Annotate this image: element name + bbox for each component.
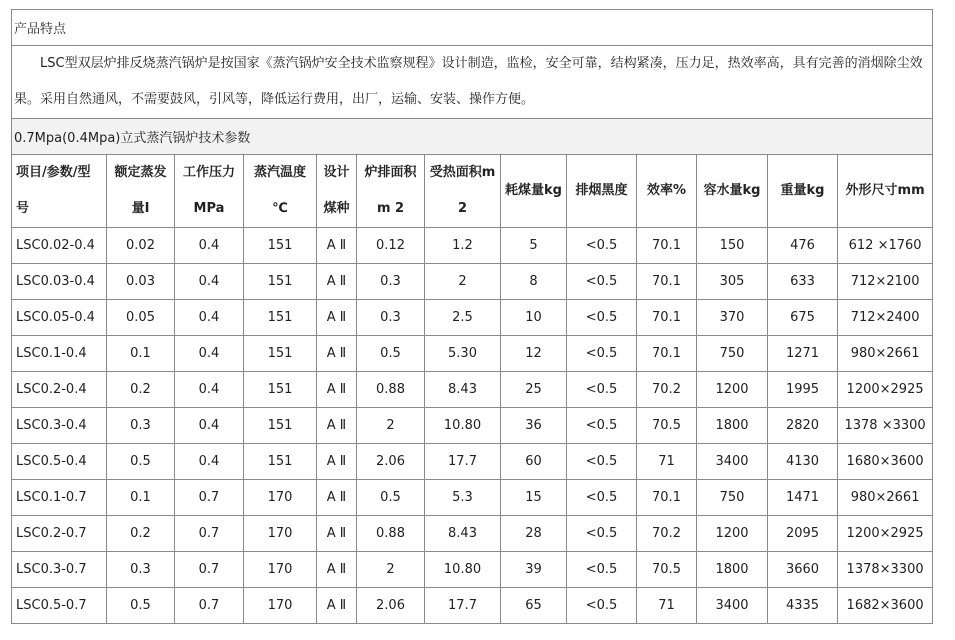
table-cell: 36	[501, 408, 567, 444]
table-cell: 1995	[768, 372, 838, 408]
table-cell: 2	[357, 552, 425, 588]
column-header-line: ℃	[272, 201, 288, 216]
table-cell: 476	[768, 228, 838, 264]
column-header	[12, 155, 107, 228]
table-cell: 151	[244, 264, 317, 300]
table-cell: 10.80	[425, 552, 501, 588]
table-cell: A Ⅱ	[317, 408, 357, 444]
table-cell: 1378 ×3300	[838, 408, 933, 444]
table-cell: 0.4	[175, 300, 244, 336]
table-cell: 10.80	[425, 408, 501, 444]
table-cell: 151	[244, 228, 317, 264]
table-cell: 2.5	[425, 300, 501, 336]
table-cell: 1271	[768, 336, 838, 372]
table-cell: 1200	[697, 516, 768, 552]
table-row	[12, 444, 933, 480]
table-cell: 70.1	[637, 300, 697, 336]
table-cell: A Ⅱ	[317, 552, 357, 588]
column-header	[637, 155, 697, 228]
table-cell: 0.3	[107, 408, 175, 444]
table-cell: 633	[768, 264, 838, 300]
column-header	[768, 155, 838, 228]
table-cell: 25	[501, 372, 567, 408]
column-header	[357, 155, 425, 228]
table-cell: A Ⅱ	[317, 516, 357, 552]
column-header-line: 额定蒸发	[114, 165, 167, 180]
table-row	[12, 264, 933, 300]
table-cell: 980×2661	[838, 336, 933, 372]
table-cell: 1682×3600	[838, 588, 933, 624]
table-row	[12, 372, 933, 408]
table-cell: A Ⅱ	[317, 480, 357, 516]
table-cell: 675	[768, 300, 838, 336]
table-cell: 170	[244, 516, 317, 552]
table-cell: 0.3	[107, 552, 175, 588]
table-cell: 170	[244, 588, 317, 624]
column-header-line: 外形尺寸mm	[845, 183, 925, 198]
table-cell: 2820	[768, 408, 838, 444]
table-cell: 3400	[697, 588, 768, 624]
table-cell: 60	[501, 444, 567, 480]
table-cell: 70.1	[637, 480, 697, 516]
table-cell: <0.5	[567, 444, 637, 480]
table-cell: 1680×3600	[838, 444, 933, 480]
column-header-line: m 2	[376, 201, 405, 216]
column-header-line: 设计	[323, 165, 350, 180]
column-header-line: 炉排面积	[364, 165, 417, 180]
table-cell: 151	[244, 300, 317, 336]
table-cell: A Ⅱ	[317, 228, 357, 264]
table-cell: 0.7	[175, 480, 244, 516]
table-cell: <0.5	[567, 336, 637, 372]
column-header	[244, 155, 317, 228]
table-row	[12, 516, 933, 552]
model-cell: LSC0.5-0.7	[12, 588, 107, 624]
column-header	[501, 155, 567, 228]
table-cell: A Ⅱ	[317, 588, 357, 624]
table-cell: 4130	[768, 444, 838, 480]
table-cell: 0.4	[175, 444, 244, 480]
table-cell: 0.4	[175, 408, 244, 444]
document	[11, 9, 932, 624]
table-cell: <0.5	[567, 516, 637, 552]
column-header-line: 容水量kg	[703, 183, 761, 198]
table-cell: 0.88	[357, 516, 425, 552]
table-cell: 750	[697, 480, 768, 516]
table-row	[12, 300, 933, 336]
product-table	[11, 9, 933, 624]
table-cell: 70.1	[637, 264, 697, 300]
table-cell: <0.5	[567, 372, 637, 408]
table-cell: 0.5	[107, 588, 175, 624]
table-cell: 0.4	[175, 228, 244, 264]
table-cell: 28	[501, 516, 567, 552]
table-cell: 71	[637, 444, 697, 480]
table-row	[12, 336, 933, 372]
table-cell: 170	[244, 480, 317, 516]
model-cell: LSC0.02-0.4	[12, 228, 107, 264]
table-cell: 70.1	[637, 228, 697, 264]
table-cell: 1.2	[425, 228, 501, 264]
column-header	[697, 155, 768, 228]
table-cell: 0.12	[357, 228, 425, 264]
table-cell: 15	[501, 480, 567, 516]
table-row	[12, 552, 933, 588]
column-header-line: 量I	[131, 201, 150, 216]
column-header-line: 蒸汽温度	[253, 165, 306, 180]
table-row	[12, 228, 933, 264]
table-cell: 0.5	[357, 480, 425, 516]
table-cell: A Ⅱ	[317, 300, 357, 336]
table-cell: 0.5	[357, 336, 425, 372]
table-cell: 151	[244, 444, 317, 480]
table-cell: <0.5	[567, 588, 637, 624]
table-cell: 0.3	[357, 264, 425, 300]
table-cell: 2.06	[357, 444, 425, 480]
table-cell: 170	[244, 552, 317, 588]
table-cell: 2	[357, 408, 425, 444]
table-cell: 1378×3300	[838, 552, 933, 588]
table-cell: 1800	[697, 408, 768, 444]
table-cell: 370	[697, 300, 768, 336]
column-header-line: 工作压力	[182, 165, 235, 180]
table-cell: 8.43	[425, 372, 501, 408]
table-cell: 1200×2925	[838, 372, 933, 408]
table-cell: 305	[697, 264, 768, 300]
table-cell: 12	[501, 336, 567, 372]
table-cell: 0.3	[357, 300, 425, 336]
table-cell: A Ⅱ	[317, 444, 357, 480]
model-cell: LSC0.03-0.4	[12, 264, 107, 300]
table-row	[12, 588, 933, 624]
table-cell: 151	[244, 336, 317, 372]
table-cell: 17.7	[425, 444, 501, 480]
table-cell: 1200	[697, 372, 768, 408]
table-cell: 0.05	[107, 300, 175, 336]
table-cell: 10	[501, 300, 567, 336]
table-cell: 1200×2925	[838, 516, 933, 552]
table-cell: 39	[501, 552, 567, 588]
table-cell: 150	[697, 228, 768, 264]
table-cell: 0.88	[357, 372, 425, 408]
table-cell: 612 ×1760	[838, 228, 933, 264]
table-cell: 0.7	[175, 516, 244, 552]
table-cell: A Ⅱ	[317, 372, 357, 408]
table-cell: <0.5	[567, 480, 637, 516]
table-cell: 0.4	[175, 372, 244, 408]
model-cell: LSC0.1-0.4	[12, 336, 107, 372]
table-cell: <0.5	[567, 300, 637, 336]
table-cell: 0.7	[175, 552, 244, 588]
model-cell: LSC0.3-0.7	[12, 552, 107, 588]
table-cell: 0.7	[175, 588, 244, 624]
column-header-line: 耗煤量kg	[505, 183, 562, 198]
table-cell: 71	[637, 588, 697, 624]
table-cell: 0.2	[107, 516, 175, 552]
column-header-line: 受热面积m	[429, 165, 496, 180]
column-header	[317, 155, 357, 228]
table-cell: 2	[425, 264, 501, 300]
table-cell: <0.5	[567, 552, 637, 588]
table-row	[12, 408, 933, 444]
column-header	[425, 155, 501, 228]
table-cell: 70.5	[637, 408, 697, 444]
table-cell: 70.2	[637, 372, 697, 408]
table-cell: 3400	[697, 444, 768, 480]
table-cell: 151	[244, 408, 317, 444]
table-cell: 65	[501, 588, 567, 624]
table-cell: 5.30	[425, 336, 501, 372]
table-cell: A Ⅱ	[317, 264, 357, 300]
column-header-line: 重量kg	[780, 183, 825, 198]
table-cell: <0.5	[567, 228, 637, 264]
column-header-line: 煤种	[323, 201, 350, 216]
model-cell: LSC0.2-0.4	[12, 372, 107, 408]
table-cell: 8.43	[425, 516, 501, 552]
table-cell: 2095	[768, 516, 838, 552]
column-header	[567, 155, 637, 228]
intro-paragraph: LSC型双层炉排反烧蒸汽锅炉是按国家《蒸汽锅炉安全技术监察规程》设计制造，监检，安全可靠，结构紧凑，压力足，热效率高，具有完善的消烟除尘效果。采用自然通风，不需要鼓风，引风等，降低运行费用，出厂，运输、安装、操作方便。	[12, 46, 933, 119]
table-cell: 70.1	[637, 336, 697, 372]
table-header-row	[12, 155, 933, 228]
table-cell: 980×2661	[838, 480, 933, 516]
table-cell: 3660	[768, 552, 838, 588]
model-cell: LSC0.3-0.4	[12, 408, 107, 444]
model-cell: LSC0.2-0.7	[12, 516, 107, 552]
table-cell: 4335	[768, 588, 838, 624]
table-cell: 1471	[768, 480, 838, 516]
table-cell: A Ⅱ	[317, 336, 357, 372]
column-header	[838, 155, 933, 228]
table-cell: 0.03	[107, 264, 175, 300]
model-cell: LSC0.1-0.7	[12, 480, 107, 516]
column-header	[107, 155, 175, 228]
table-cell: 0.4	[175, 264, 244, 300]
column-header	[175, 155, 244, 228]
table-cell: 0.2	[107, 372, 175, 408]
table-cell: <0.5	[567, 408, 637, 444]
table-cell: 0.4	[175, 336, 244, 372]
table-cell: 712×2400	[838, 300, 933, 336]
table-cell: <0.5	[567, 264, 637, 300]
table-cell: 1800	[697, 552, 768, 588]
table-cell: 5	[501, 228, 567, 264]
table-cell: 0.1	[107, 480, 175, 516]
table-cell: 2.06	[357, 588, 425, 624]
table-cell: 70.5	[637, 552, 697, 588]
table-cell: 70.2	[637, 516, 697, 552]
table-cell: 17.7	[425, 588, 501, 624]
column-header-line: 2	[457, 201, 468, 216]
table-cell: 0.1	[107, 336, 175, 372]
column-header-line: 排烟黑度	[575, 183, 628, 198]
model-cell: LSC0.05-0.4	[12, 300, 107, 336]
table-cell: 0.5	[107, 444, 175, 480]
column-header-line: 号	[16, 201, 30, 216]
table-cell: 5.3	[425, 480, 501, 516]
table-cell: 0.02	[107, 228, 175, 264]
table-row	[12, 480, 933, 516]
table-cell: 8	[501, 264, 567, 300]
column-header-line: 项目/参数/型	[16, 165, 91, 180]
section-title: 产品特点	[12, 10, 933, 46]
table-cell: 151	[244, 372, 317, 408]
table-title: 0.7Mpa(0.4Mpa)立式蒸汽锅炉技术参数	[12, 119, 933, 155]
table-cell: 712×2100	[838, 264, 933, 300]
model-cell: LSC0.5-0.4	[12, 444, 107, 480]
table-cell: 750	[697, 336, 768, 372]
column-header-line: MPa	[193, 201, 225, 216]
column-header-line: 效率%	[646, 183, 687, 198]
